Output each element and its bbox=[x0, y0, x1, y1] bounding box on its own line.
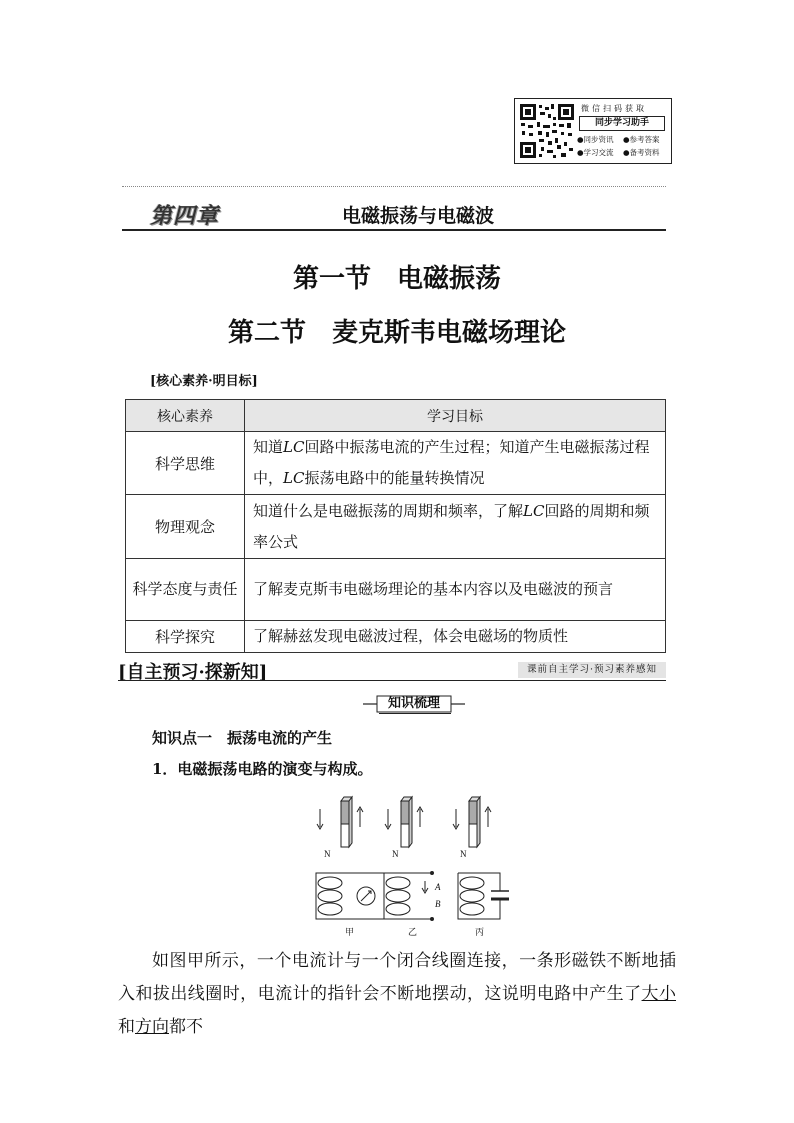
paragraph-text: 都不 bbox=[169, 1017, 203, 1037]
chapter-badge: 第四章 bbox=[150, 203, 220, 229]
header-goal: 学习目标 bbox=[245, 400, 666, 432]
pole-label: N bbox=[460, 849, 467, 859]
chapter-title: 电磁振荡与电磁波 bbox=[342, 205, 495, 227]
qr-scan-text: 微信扫码获取 bbox=[581, 104, 647, 113]
qr-feature-materials: ●备考资料 bbox=[623, 148, 660, 157]
row-literacy: 科学探究 bbox=[126, 621, 245, 653]
point-b-label: B bbox=[435, 899, 441, 909]
row-goal: 知道LC回路中振荡电流的产生过程；知道产生电磁振荡过程中，LC振荡电路中的能量转换情况 bbox=[245, 432, 666, 495]
core-literacy-label: [核心素养·明目标] bbox=[150, 374, 258, 389]
qr-code-icon[interactable] bbox=[519, 103, 575, 159]
body-paragraph bbox=[118, 945, 676, 1044]
table-row bbox=[126, 432, 666, 495]
magnet-icon bbox=[453, 797, 491, 847]
goals-table bbox=[125, 399, 666, 653]
preview-section-label: [自主预习·探新知] bbox=[118, 662, 268, 683]
table-row bbox=[126, 621, 666, 653]
row-goal: 知道什么是电磁振荡的周期和频率，了解LC回路的周期和频率公式 bbox=[245, 495, 666, 559]
coil-open-circuit bbox=[384, 872, 434, 921]
lc-symbol: LC bbox=[283, 469, 305, 487]
coil-galvanometer-circuit bbox=[316, 873, 384, 919]
underlined-answer: 方向 bbox=[135, 1017, 169, 1037]
header-literacy: 核心素养 bbox=[126, 400, 245, 432]
qr-promo-box bbox=[514, 98, 672, 164]
paragraph-text: 如图甲所示，一个电流计与一个闭合线圈连接，一条形磁铁不断地插入和拔出线圈时，电流计的指针会不断地摆动，这说明电路中产生了 bbox=[118, 951, 676, 1004]
section-title-first: 第一节 电磁振荡 bbox=[292, 264, 501, 294]
preview-tag: 课前自主学习·预习素养感知 bbox=[518, 662, 666, 678]
qr-feature-answers: ●参考答案 bbox=[623, 135, 660, 144]
table-header-row bbox=[126, 400, 666, 432]
qr-assistant-label: 同步学习助手 bbox=[579, 116, 665, 131]
header-dotted-divider bbox=[122, 186, 666, 187]
caption-yi: 乙 bbox=[408, 927, 418, 937]
qr-feature-news: ●同步资讯 bbox=[577, 135, 614, 144]
qr-feature-exchange: ●学习交流 bbox=[577, 148, 614, 157]
point-a-label: A bbox=[435, 882, 441, 892]
caption-bing: 丙 bbox=[475, 927, 485, 937]
lc-symbol: LC bbox=[283, 438, 305, 456]
circuit-figure bbox=[300, 795, 520, 940]
row-literacy: 科学思维 bbox=[126, 432, 245, 495]
row-literacy: 物理观念 bbox=[126, 495, 245, 559]
knowledge-badge-text: 知识梳理 bbox=[387, 696, 440, 711]
caption-jia: 甲 bbox=[345, 927, 355, 937]
magnet-icon bbox=[317, 797, 363, 847]
chapter-divider bbox=[122, 229, 666, 231]
lc-symbol: LC bbox=[523, 501, 545, 520]
table-row bbox=[126, 495, 666, 559]
pole-label: N bbox=[392, 849, 399, 859]
list-item-heading: 1．电磁振荡电路的演变与构成。 bbox=[152, 760, 373, 778]
magnet-icon bbox=[385, 797, 423, 847]
pole-label: N bbox=[324, 849, 331, 859]
preview-divider bbox=[118, 680, 666, 681]
knowledge-point-title: 知识点一 振荡电流的产生 bbox=[152, 729, 333, 747]
underlined-answer: 大小 bbox=[641, 984, 676, 1004]
coil-capacitor-circuit bbox=[458, 873, 509, 919]
row-goal: 了解麦克斯韦电磁场理论的基本内容以及电磁波的预言 bbox=[245, 559, 666, 621]
paragraph-text: 和 bbox=[118, 1017, 135, 1037]
table-row bbox=[126, 559, 666, 621]
row-literacy: 科学态度与责任 bbox=[126, 559, 245, 621]
row-goal: 了解赫兹发现电磁波过程，体会电磁场的物质性 bbox=[245, 621, 666, 653]
knowledge-summary-badge bbox=[363, 694, 465, 714]
section-title-second: 第二节 麦克斯韦电磁场理论 bbox=[227, 318, 566, 348]
